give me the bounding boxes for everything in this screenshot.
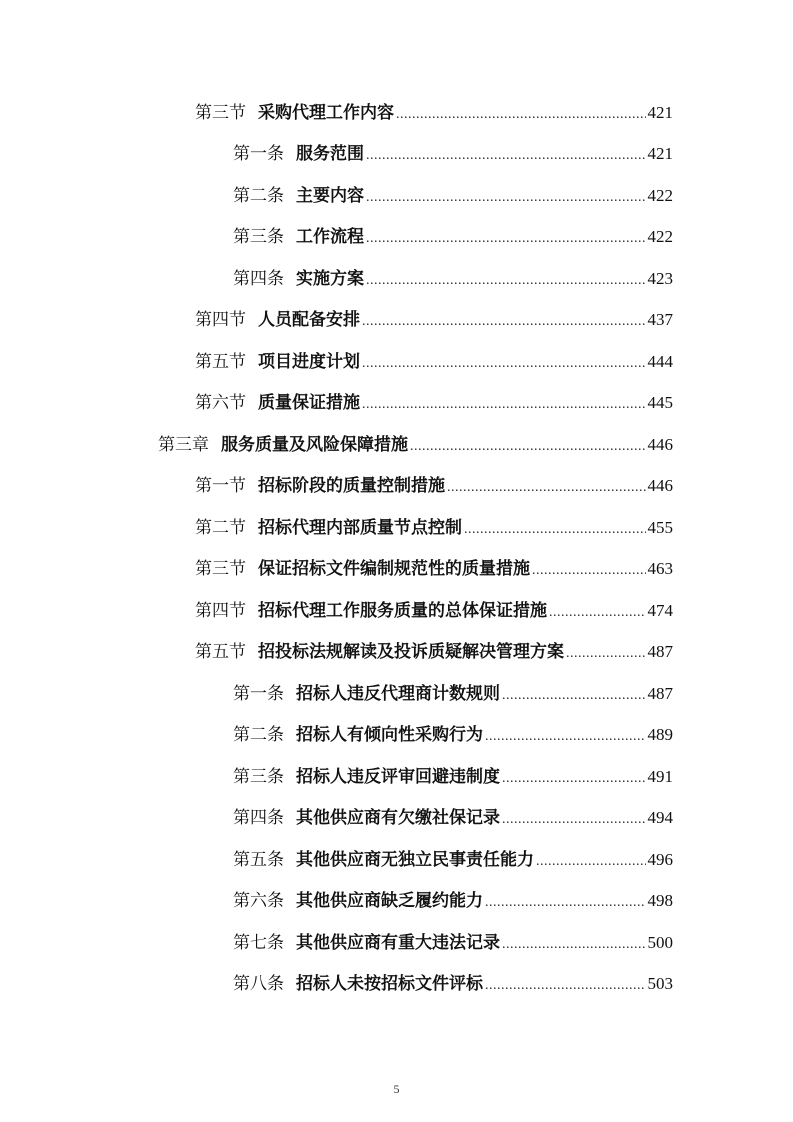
toc-entry-page: 446 (647, 434, 673, 454)
dot-leader (485, 896, 646, 910)
toc-entry-title: 其他供应商有重大违法记录 (296, 932, 500, 953)
toc-entry-label: 第六节 (195, 393, 246, 414)
toc-entry-page: 422 (647, 185, 673, 205)
toc-entry-page: 445 (647, 393, 673, 413)
toc-entry-title: 招投标法规解读及投诉质疑解决管理方案 (258, 642, 564, 663)
dot-leader (362, 398, 646, 412)
toc-entry-page: 487 (647, 642, 673, 662)
dot-leader (362, 315, 646, 329)
toc-entry-title: 服务质量及风险保障措施 (221, 434, 408, 455)
toc-entry[interactable] (0, 134, 793, 176)
toc-entry-label: 第一条 (233, 683, 284, 704)
toc-entry[interactable] (0, 549, 793, 591)
toc-entry-label: 第二节 (195, 517, 246, 538)
dot-leader (447, 481, 646, 495)
dot-leader (502, 689, 646, 703)
dot-leader (485, 730, 646, 744)
table-of-contents (0, 92, 793, 1005)
toc-entry-title: 招标人违反评审回避违制度 (296, 766, 500, 787)
toc-entry-page: 422 (647, 227, 673, 247)
toc-entry[interactable] (0, 175, 793, 217)
dot-leader (536, 855, 646, 869)
toc-entry-title: 质量保证措施 (258, 393, 360, 414)
toc-entry[interactable] (0, 300, 793, 342)
dot-leader (502, 772, 646, 786)
dot-leader (366, 274, 646, 288)
toc-entry-page: 437 (647, 310, 673, 330)
toc-entry-title: 工作流程 (296, 227, 364, 248)
toc-entry-page: 496 (647, 849, 673, 869)
toc-entry-label: 第五节 (195, 642, 246, 663)
dot-leader (366, 191, 646, 205)
toc-entry-title: 其他供应商有欠缴社保记录 (296, 808, 500, 829)
toc-entry-label: 第二条 (233, 185, 284, 206)
toc-entry[interactable] (0, 590, 793, 632)
toc-entry-title: 招标人违反代理商计数规则 (296, 683, 500, 704)
toc-entry[interactable] (0, 964, 793, 1006)
toc-entry-page: 487 (647, 683, 673, 703)
dot-leader (366, 232, 646, 246)
dot-leader (502, 813, 646, 827)
dot-leader (566, 647, 646, 661)
toc-entry-page: 503 (647, 974, 673, 994)
toc-entry-label: 第二条 (233, 725, 284, 746)
toc-entry-label: 第一条 (233, 144, 284, 165)
toc-entry-title: 实施方案 (296, 268, 364, 289)
toc-entry-label: 第三条 (233, 766, 284, 787)
toc-entry[interactable] (0, 798, 793, 840)
toc-entry[interactable] (0, 507, 793, 549)
toc-entry-title: 其他供应商缺乏履约能力 (296, 891, 483, 912)
toc-entry[interactable] (0, 466, 793, 508)
toc-entry-page: 455 (647, 517, 673, 537)
toc-entry[interactable] (0, 217, 793, 259)
toc-entry[interactable] (0, 632, 793, 674)
toc-entry-page: 494 (647, 808, 673, 828)
toc-entry-label: 第三节 (195, 559, 246, 580)
toc-entry-page: 421 (647, 102, 673, 122)
dot-leader (362, 357, 646, 371)
toc-entry-page: 489 (647, 725, 673, 745)
toc-entry-title: 招标人有倾向性采购行为 (296, 725, 483, 746)
dot-leader (410, 440, 646, 454)
toc-entry[interactable] (0, 341, 793, 383)
toc-entry-label: 第一节 (195, 476, 246, 497)
toc-entry-page: 444 (647, 351, 673, 371)
toc-entry[interactable] (0, 383, 793, 425)
dot-leader (396, 108, 646, 122)
toc-entry-label: 第四条 (233, 808, 284, 829)
dot-leader (464, 523, 646, 537)
dot-leader (532, 564, 646, 578)
toc-entry-title: 保证招标文件编制规范性的质量措施 (258, 559, 530, 580)
toc-entry[interactable] (0, 92, 793, 134)
toc-entry-label: 第四节 (195, 310, 246, 331)
dot-leader (502, 938, 646, 952)
toc-entry-chapter[interactable] (0, 424, 793, 466)
toc-entry-title: 招标代理内部质量节点控制 (258, 517, 462, 538)
toc-entry-page: 491 (647, 766, 673, 786)
dot-leader (549, 606, 646, 620)
toc-entry[interactable] (0, 881, 793, 923)
toc-entry[interactable] (0, 715, 793, 757)
toc-entry-title: 招标人未按招标文件评标 (296, 974, 483, 995)
toc-entry-title: 招标代理工作服务质量的总体保证措施 (258, 600, 547, 621)
toc-entry-title: 招标阶段的质量控制措施 (258, 476, 445, 497)
toc-entry-page: 421 (647, 144, 673, 164)
toc-entry-page: 423 (647, 268, 673, 288)
toc-entry-page: 500 (647, 932, 673, 952)
toc-entry[interactable] (0, 839, 793, 881)
toc-entry-page: 498 (647, 891, 673, 911)
toc-entry[interactable] (0, 922, 793, 964)
toc-entry[interactable] (0, 673, 793, 715)
toc-entry[interactable] (0, 756, 793, 798)
toc-entry-label: 第六条 (233, 891, 284, 912)
page-number: 5 (393, 1082, 400, 1096)
toc-entry-page: 463 (647, 559, 673, 579)
toc-entry-title: 采购代理工作内容 (258, 102, 394, 123)
toc-entry-label: 第三章 (158, 434, 209, 455)
toc-entry-label: 第三条 (233, 227, 284, 248)
toc-entry-label: 第五节 (195, 351, 246, 372)
toc-entry-title: 服务范围 (296, 144, 364, 165)
toc-entry-page: 474 (647, 600, 673, 620)
toc-entry-label: 第四节 (195, 600, 246, 621)
toc-entry-title: 主要内容 (296, 185, 364, 206)
toc-entry[interactable] (0, 258, 793, 300)
toc-entry-title: 其他供应商无独立民事责任能力 (296, 849, 534, 870)
toc-entry-label: 第三节 (195, 102, 246, 123)
toc-entry-page: 446 (647, 476, 673, 496)
dot-leader (366, 149, 646, 163)
dot-leader (485, 979, 646, 993)
toc-entry-label: 第五条 (233, 849, 284, 870)
toc-entry-title: 人员配备安排 (258, 310, 360, 331)
toc-entry-title: 项目进度计划 (258, 351, 360, 372)
toc-entry-label: 第七条 (233, 932, 284, 953)
toc-entry-label: 第四条 (233, 268, 284, 289)
toc-entry-label: 第八条 (233, 974, 284, 995)
